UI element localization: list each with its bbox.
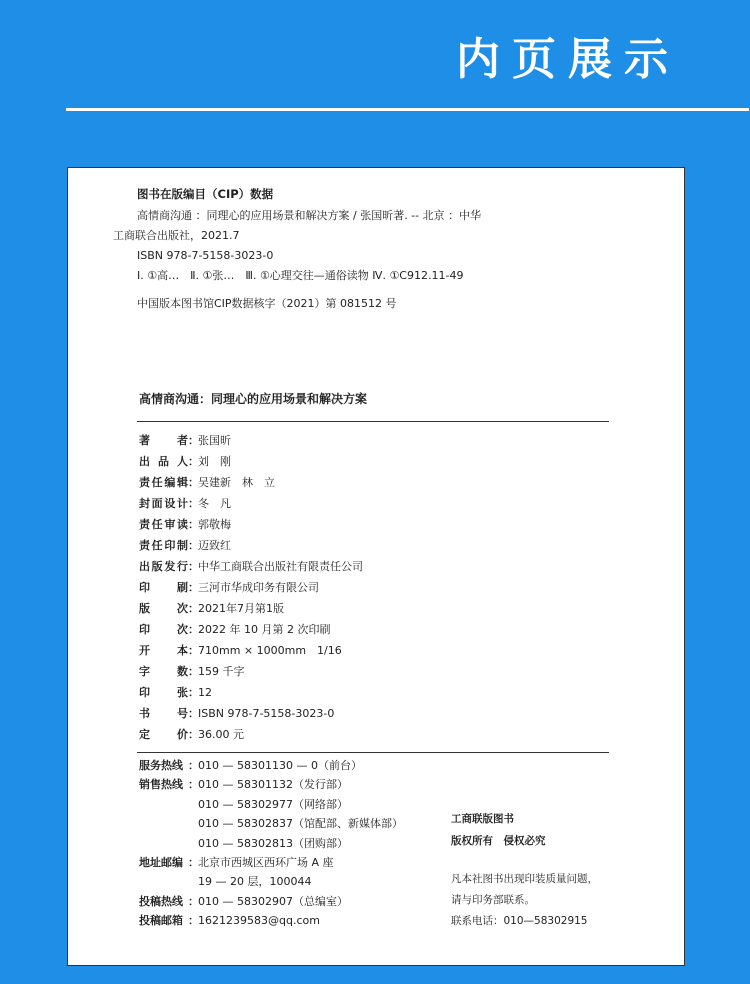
contact-value: 010 — 58302837（馆配部、新媒体部） [198, 817, 403, 831]
contact-value: 010 — 58302977（网络部） [198, 797, 348, 811]
credit-value: 迈致红 [198, 539, 231, 552]
credit-row [139, 682, 363, 703]
credit-label: 出品人 [139, 455, 188, 468]
credit-row [139, 619, 363, 640]
credit-colon: ： [188, 707, 199, 720]
credit-colon: ： [188, 476, 199, 489]
divider-bottom [137, 752, 609, 753]
notice-line-3: 联系电话：010—58302915 [451, 915, 588, 927]
book-title: 高情商沟通：同理心的应用场景和解决方案 [139, 392, 368, 406]
notice-line-2: 请与印务部联系。 [451, 894, 535, 906]
credit-label: 印 张 [139, 686, 188, 699]
credit-value: 中华工商联合出版社有限责任公司 [198, 560, 363, 573]
credit-value: 159 千字 [198, 665, 245, 678]
credit-colon: ： [188, 686, 199, 699]
contact-label [139, 834, 188, 853]
credit-row [139, 535, 363, 556]
credit-colon: ： [188, 581, 199, 594]
quality-notice [451, 869, 598, 932]
credit-label: 定 价 [139, 728, 188, 741]
contact-colon: ： [188, 759, 199, 772]
credit-value: 郭敬梅 [198, 518, 231, 531]
contact-colon: ： [188, 894, 199, 908]
cip-isbn: ISBN 978-7-5158-3023-0 [137, 249, 274, 262]
credit-value: 36.00 元 [198, 728, 244, 741]
contact-label: 服务热线 [139, 759, 183, 772]
credit-label: 书 号 [139, 707, 188, 720]
contact-value: 010 — 58301132（发行部） [198, 778, 348, 792]
credit-label: 开 本 [139, 644, 188, 657]
contact-value: 010 — 58302813（团购部） [198, 836, 348, 850]
credit-row [139, 514, 363, 535]
contact-value: 1621239583@qq.com [198, 914, 320, 928]
credit-row [139, 724, 363, 745]
contact-value: 010 — 58302907（总编室） [198, 894, 348, 908]
credit-value: 710mm × 1000mm 1/16 [198, 644, 342, 657]
credit-colon: ： [188, 455, 199, 468]
credit-colon: ： [188, 560, 199, 573]
credit-row [139, 577, 363, 598]
credit-row [139, 493, 363, 514]
credit-colon: ： [188, 518, 199, 531]
credit-value: 2022 年 10 月第 2 次印刷 [198, 623, 331, 636]
credit-colon: ： [188, 539, 199, 552]
contact-colon [188, 872, 198, 891]
page-title: 内页展示 [456, 34, 680, 85]
contact-row [139, 911, 403, 930]
cip-title: 图书在版编目（CIP）数据 [137, 187, 274, 201]
contact-row [139, 775, 403, 794]
contact-colon: ： [188, 914, 199, 928]
credit-label: 出版发行 [139, 560, 188, 573]
credit-label: 责任编辑 [139, 476, 188, 489]
contact-label [139, 814, 188, 833]
credit-label: 印 次 [139, 623, 188, 636]
contact-colon [188, 814, 198, 833]
credit-colon: ： [188, 434, 199, 447]
contact-label: 投稿热线 [139, 894, 183, 908]
contact-row [139, 853, 403, 872]
credit-value: 刘 刚 [198, 455, 231, 468]
contact-row [139, 756, 403, 775]
credit-row [139, 556, 363, 577]
credit-label: 版 次 [139, 602, 188, 615]
credit-value: ISBN 978-7-5158-3023-0 [198, 707, 335, 720]
contact-label [139, 872, 188, 891]
credit-row [139, 640, 363, 661]
notice-line-1: 凡本社图书出现印装质量问题， [451, 873, 598, 885]
contact-row [139, 814, 403, 833]
credit-label: 封面设计 [139, 497, 188, 510]
cip-line-2: 工商联合出版社，2021.7 [113, 229, 240, 242]
credit-value: 吴建新 林 立 [198, 476, 275, 489]
credit-label: 著 者 [139, 434, 188, 447]
credit-colon: ： [188, 623, 199, 636]
contact-label: 投稿邮箱 [139, 914, 183, 928]
cip-block [113, 184, 482, 314]
contacts-list [139, 756, 403, 931]
rights-block [451, 808, 546, 852]
contact-value: 19 — 20 层，100044 [198, 875, 312, 889]
contact-colon [188, 795, 198, 814]
credit-row [139, 703, 363, 724]
contact-label: 销售热线 [139, 778, 183, 792]
contact-colon [188, 834, 198, 853]
contact-value: 010 — 58301130 — 0（前台） [198, 759, 362, 772]
credit-row [139, 472, 363, 493]
credit-value: 12 [198, 686, 212, 699]
contact-row [139, 834, 403, 853]
credit-colon: ： [188, 644, 199, 657]
credit-row [139, 661, 363, 682]
rights-line-1: 工商联版图书 [451, 813, 514, 825]
rights-line-2: 版权所有 侵权必究 [451, 835, 546, 847]
cip-line-1: 高情商沟通 ：同理心的应用场景和解决方案 / 张国昕著. -- 北京 ：中华 [137, 209, 482, 222]
contact-value: 北京市西城区西环广场 A 座 [198, 855, 334, 869]
contact-label: 地址邮编 [139, 855, 183, 869]
contact-row [139, 892, 403, 911]
credits-list [139, 430, 363, 745]
copyright-page [67, 167, 685, 966]
header-divider [66, 108, 749, 111]
credit-colon: ： [188, 602, 199, 615]
contact-colon: ： [188, 855, 199, 869]
contact-row [139, 872, 403, 891]
contact-label [139, 795, 188, 814]
credit-label: 责任审读 [139, 518, 188, 531]
cip-classification: Ⅰ. ①高… Ⅱ. ①张… Ⅲ. ①心理交往—通俗读物 Ⅳ. ①C912.11-49 [137, 269, 464, 282]
contact-row [139, 795, 403, 814]
credit-label: 责任印制 [139, 539, 188, 552]
credit-value: 2021年7月第1版 [198, 602, 284, 615]
credit-value: 冬 凡 [198, 497, 231, 510]
credit-label: 印 刷 [139, 581, 188, 594]
divider-top [137, 421, 609, 422]
cip-verification: 中国版本图书馆CIP数据核字（2021）第 081512 号 [137, 297, 397, 310]
credit-colon: ： [188, 728, 199, 741]
credit-value: 张国昕 [198, 434, 231, 447]
credit-row [139, 430, 363, 451]
credit-value: 三河市华成印务有限公司 [198, 581, 319, 594]
credit-row [139, 451, 363, 472]
contact-colon: ： [188, 778, 199, 792]
credit-colon: ： [188, 497, 199, 510]
credit-label: 字 数 [139, 665, 188, 678]
credit-row [139, 598, 363, 619]
credit-colon: ： [188, 665, 199, 678]
